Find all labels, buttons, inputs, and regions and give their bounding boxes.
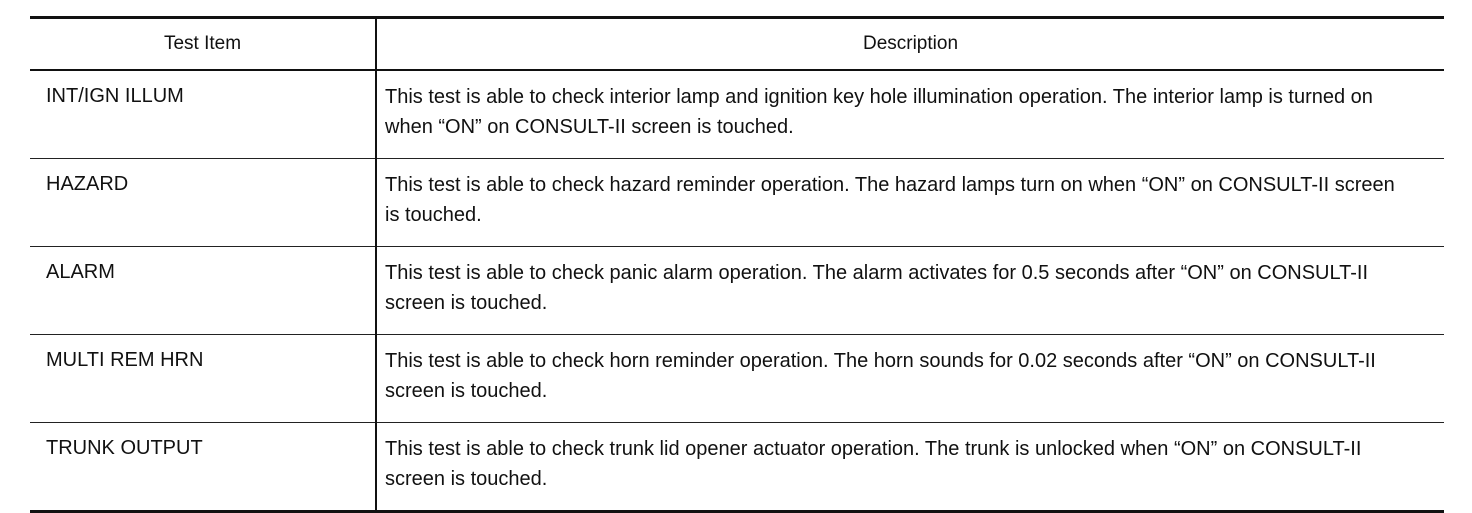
header-row xyxy=(30,18,1444,71)
description-cell: This test is able to check hazard reminder operation. The hazard lamps turn on when “ON” on CONSULT-II screen is touched. xyxy=(385,174,1395,226)
active-test-table xyxy=(30,16,1444,513)
description-cell: This test is able to check trunk lid opener actuator operation. The trunk is unlocked when “ON” on CONSULT-II screen is touched. xyxy=(385,438,1362,490)
table-header xyxy=(30,18,1444,71)
active-test-table-container xyxy=(30,16,1444,513)
test-item-cell: ALARM xyxy=(30,247,376,335)
description-cell: This test is able to check interior lamp and ignition key hole illumination operation. The interior lamp is turned on when “ON” on CONSULT-II screen is touched. xyxy=(385,86,1373,138)
test-item-cell: MULTI REM HRN xyxy=(30,335,376,423)
table-row xyxy=(30,247,1444,335)
test-item-cell: HAZARD xyxy=(30,159,376,247)
table-body xyxy=(30,70,1444,512)
description-cell: This test is able to check panic alarm operation. The alarm activates for 0.5 seconds after “ON” on CONSULT-II screen is touched. xyxy=(385,262,1369,314)
table-row xyxy=(30,159,1444,247)
header-description: Description xyxy=(862,33,959,54)
header-test-item: Test Item xyxy=(30,18,376,71)
test-item-cell: TRUNK OUTPUT xyxy=(30,423,376,512)
table-row xyxy=(30,70,1444,159)
table-row xyxy=(30,423,1444,512)
description-cell: This test is able to check horn reminder operation. The horn sounds for 0.02 seconds after “ON” on CONSULT-II screen is touched. xyxy=(385,350,1376,402)
test-item-cell: INT/IGN ILLUM xyxy=(30,70,376,159)
table-row xyxy=(30,335,1444,423)
